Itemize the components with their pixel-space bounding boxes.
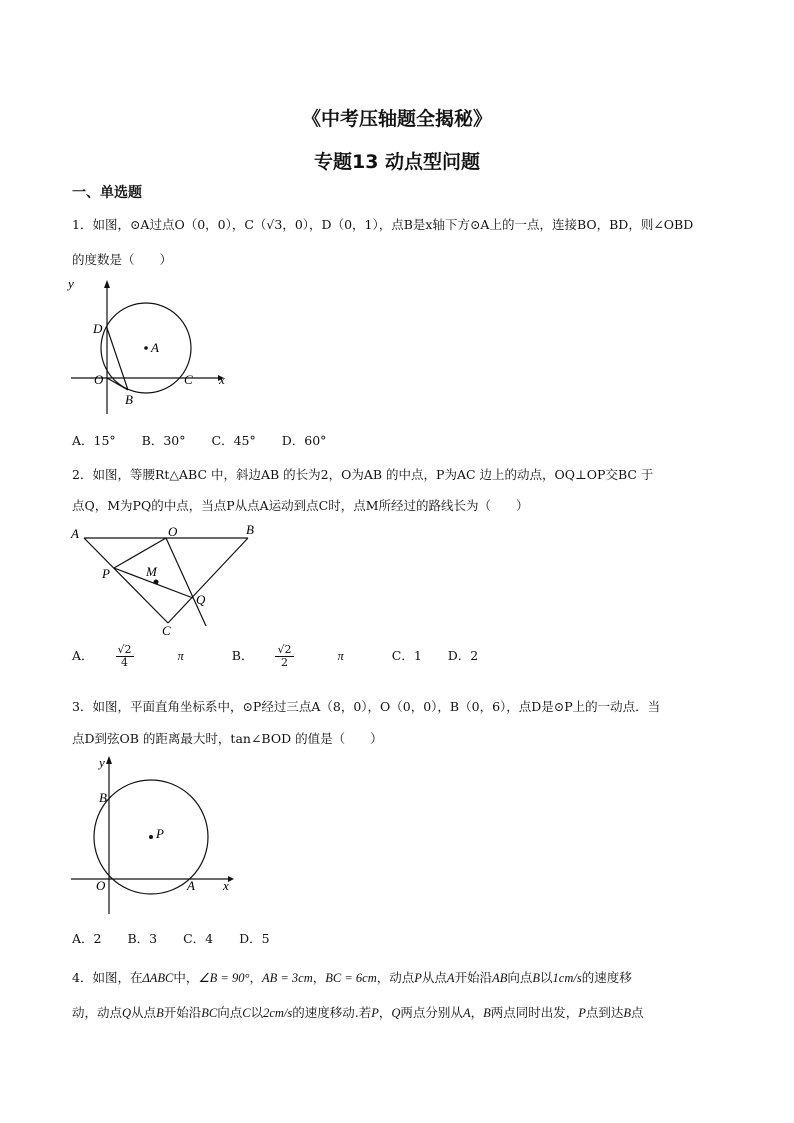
q3-label-a: A — [187, 878, 195, 893]
q3-center-point — [149, 835, 153, 839]
q4-m6: A — [446, 971, 455, 985]
q4-l2-m9: B — [483, 1006, 491, 1020]
q1-label-a: A — [151, 340, 159, 355]
q2-text-line1: 2．如图，等腰Rt△ABC 中，斜边AB 的长为2，O为AB 的中点，P为AC 边上的动点，OQ⊥OP交BC 于 — [72, 467, 654, 482]
q3-text-line1: 3．如图，平面直角坐标系中，⊙P经过三点A（8，0），O（0，0），B（0，6），点D是⊙P上的一动点．当 — [72, 699, 661, 714]
q2-option-a-letter: A． — [72, 648, 94, 663]
q4-l2-t1: 动，动点 — [72, 1005, 123, 1020]
q1-segment-db — [107, 328, 128, 390]
q2-option-a-pi: π — [177, 649, 184, 663]
q2-text-line2: 点Q，M为PQ的中点，当点P从点A运动到点C时，点M所经过的路线长为（ ） — [72, 498, 529, 513]
q4-l2-m10: P — [578, 1006, 586, 1020]
q3-option-a[interactable]: A．2 — [72, 931, 102, 946]
q3-label-b: B — [99, 790, 107, 805]
q2-midpoint-m — [154, 580, 159, 585]
q4-l2-t3: 开始沿 — [163, 1005, 202, 1020]
q2-option-d[interactable]: D．2 — [447, 648, 479, 663]
q2-option-b[interactable] — [232, 644, 366, 669]
q3-option-d[interactable]: D．5 — [239, 931, 270, 946]
q2-label-o: O — [168, 524, 178, 539]
q3-label-p: P — [156, 826, 164, 841]
q1-label-b: B — [125, 392, 133, 407]
q3-figure — [66, 752, 246, 917]
q1-option-b[interactable]: B．30° — [141, 433, 186, 448]
q4-l2-m5: 2cm/s — [263, 1006, 293, 1020]
q4-m1: ΔABC — [142, 971, 174, 985]
q2-figure — [66, 520, 276, 645]
q1-text-line2: 的度数是（ ） — [72, 252, 173, 267]
q1-option-d[interactable]: D．60° — [281, 433, 327, 448]
q4-l2-t5: 以 — [250, 1005, 264, 1020]
q4-l2-m4: C — [242, 1006, 251, 1020]
q2-segment-bc — [168, 538, 248, 623]
q1-center-point — [144, 346, 148, 350]
q2-label-m: M — [146, 564, 157, 579]
q2-option-b-numerator: √2 — [277, 643, 292, 656]
q4-m3: AB = 3cm — [261, 971, 313, 985]
q4-t10: 的速度移 — [581, 970, 632, 985]
q3-options — [72, 929, 292, 947]
q1-text-line1: 1．如图，⊙A过点O（0，0），C（√3，0），D（0，1），点B是x轴下方⊙A上的一点，连接BO，BD，则∠OBD — [72, 217, 694, 232]
q3-option-b[interactable]: B．3 — [127, 931, 158, 946]
q1-option-c[interactable]: C．45° — [211, 433, 256, 448]
q1-figure — [66, 276, 226, 416]
q2-option-a-fraction — [116, 644, 156, 669]
q4-t7: 开始沿 — [454, 970, 493, 985]
document-subtitle: 专题13 动点型问题 — [313, 151, 481, 173]
q4-m5: P — [414, 971, 422, 985]
q3-label-x: x — [223, 878, 229, 893]
q2-option-b-denominator: 2 — [280, 656, 288, 669]
q1-label-y: y — [68, 276, 74, 291]
q4-t3: ， — [249, 970, 262, 985]
q2-label-c: C — [162, 623, 171, 638]
q4-l2-m2: B — [156, 1006, 164, 1020]
q2-option-a-numerator: √2 — [117, 643, 132, 656]
q2-label-p: P — [102, 566, 110, 581]
q2-option-c[interactable]: C．1 — [391, 648, 422, 663]
q4-l2-t2: 从点 — [131, 1005, 157, 1020]
q4-l2-t11: 点到达 — [585, 1005, 624, 1020]
q4-t2: 中， — [173, 970, 199, 985]
q2-option-a-denominator: 4 — [121, 656, 129, 669]
q2-segment-op — [114, 538, 166, 568]
q4-l2-m8: A — [462, 1006, 471, 1020]
q4-m2: ∠B = 90° — [198, 971, 250, 985]
q4-l2-m6: P — [371, 1006, 379, 1020]
q4-text-line1 — [72, 968, 632, 986]
q4-l2-m7: Q — [391, 1006, 401, 1020]
q4-m7: AB — [492, 971, 508, 985]
q2-label-q: Q — [196, 592, 206, 607]
q4-t1: 4．如图，在 — [72, 970, 143, 985]
q2-label-a: A — [71, 526, 79, 541]
q4-l2-t4: 向点 — [217, 1005, 243, 1020]
q2-option-b-letter: B． — [231, 648, 254, 663]
q4-t8: 向点 — [507, 970, 533, 985]
q4-m4: BC = 6cm — [325, 971, 377, 985]
q4-l2-t8: 两点分别从 — [400, 1005, 463, 1020]
q4-l2-t12: 点 — [631, 1005, 644, 1020]
q4-t4: ， — [312, 970, 326, 985]
q3-option-c[interactable]: C．4 — [183, 931, 214, 946]
q1-label-o: O — [94, 372, 104, 387]
q4-t5: ，动点 — [376, 970, 415, 985]
q4-l2-m1: Q — [122, 1006, 132, 1020]
q3-x-arrow — [228, 876, 234, 882]
q2-option-b-pi: π — [337, 649, 344, 663]
q4-l2-t10: 两点同时出发， — [490, 1005, 579, 1020]
q1-options — [72, 431, 348, 449]
q3-y-arrow — [106, 756, 112, 764]
q4-m9: 1cm/s — [552, 971, 582, 985]
q1-label-c: C — [184, 372, 193, 387]
q4-m8: B — [532, 971, 541, 985]
q3-text-line2: 点D到弦OB 的距离最大时，tan∠BOD 的值是（ ） — [72, 731, 383, 746]
q4-l2-m11: B — [623, 1006, 632, 1020]
q1-y-arrow — [104, 280, 110, 288]
document-title: 《中考压轴题全揭秘》 — [301, 108, 492, 130]
q4-t6: 从点 — [421, 970, 447, 985]
q4-l2-m3: BC — [201, 1006, 218, 1020]
q2-label-b: B — [246, 522, 254, 537]
q1-option-a[interactable]: A．15° — [72, 433, 116, 448]
q4-l2-t7: ， — [378, 1005, 392, 1020]
q3-label-y: y — [99, 755, 105, 770]
q4-l2-t6: 的速度移动.若 — [292, 1005, 372, 1020]
q4-text-line2 — [72, 1003, 644, 1021]
q3-label-o: O — [96, 878, 106, 893]
q2-segment-oq-extended — [166, 538, 206, 626]
q2-option-b-fraction — [275, 644, 315, 669]
q1-label-x: x — [219, 372, 225, 387]
q4-t9: 以 — [540, 970, 553, 985]
q2-options — [72, 644, 500, 669]
q1-label-d: D — [93, 321, 103, 336]
section-heading: 一、单选题 — [72, 185, 142, 201]
q4-l2-t9: ， — [470, 1005, 484, 1020]
q2-option-a[interactable] — [72, 644, 206, 669]
